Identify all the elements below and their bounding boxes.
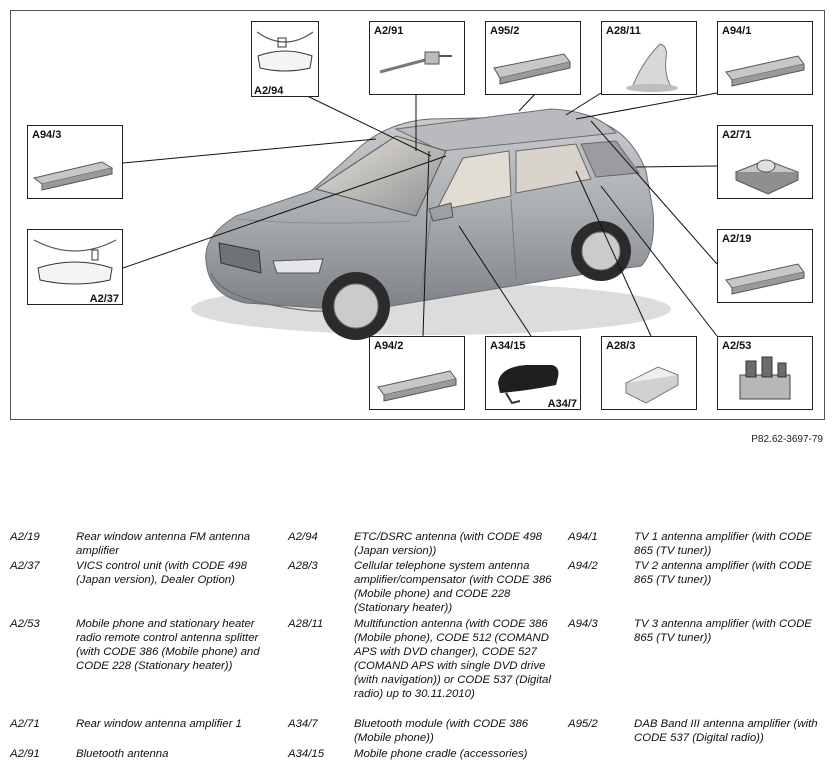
legend-code: A28/11 [288,618,324,630]
legend-text: Rear window antenna amplifier 1 [76,718,242,730]
headlight [273,259,323,273]
callout-a94-3 [27,125,123,199]
amplifier-module-icon [718,230,812,302]
callout-a2-19 [717,229,813,303]
callout-a94-2 [369,336,465,410]
callout-a2-37 [27,229,123,305]
legend-code: A34/15 [288,748,325,760]
callout-label: A2/91 [374,25,404,37]
legend-code: A34/7 [288,718,318,730]
callout-a28-11 [601,21,697,95]
callout-label: A34/15 [490,340,526,352]
callout-label: A95/2 [490,25,520,37]
legend-code: A2/19 [10,531,40,543]
legend-text: Rear window antenna FM antenna amplifier [76,531,251,557]
legend-code: A2/37 [10,560,40,572]
legend-text: ETC/DSRC antenna (with CODE 498 (Japan version)) [354,531,543,557]
amplifier-module-icon [486,22,580,94]
legend-text: Bluetooth antenna [76,748,169,760]
legend-text: Cellular telephone system antenna amplifier/compensator (with CODE 386 (Mobile phone) and CODE 228 (Stationary heater)) [354,560,552,614]
legend-code: A94/3 [568,618,598,630]
callout-label: A28/11 [606,25,641,37]
legend-code: A94/2 [568,560,598,572]
legend-text: Multifunction antenna (with CODE 386 (Mobile phone), CODE 512 (COMAND APS with DVD changer), CODE 527 (COMAND APS with single DVD drive (with navigation)) or CODE 537 (Digital radio) up to 30.11.2010) [354,618,551,700]
callout-a95-2 [485,21,581,95]
legend-code: A94/1 [568,531,598,543]
antenna-location-diagram [10,10,825,420]
legend-text: TV 1 antenna amplifier (with CODE 865 (TV tuner)) [634,531,812,557]
callout-label: A28/3 [606,340,636,352]
legend-text: TV 2 antenna amplifier (with CODE 865 (TV tuner)) [634,560,812,586]
callout-a2-94 [251,21,319,97]
legend-text: DAB Band III antenna amplifier (with CODE 537 (Digital radio)) [634,718,818,744]
legend-text: TV 3 antenna amplifier (with CODE 865 (TV tuner)) [634,618,812,644]
legend-code: A28/3 [288,560,318,572]
legend-code: A2/53 [10,618,40,630]
callout-label: A2/94 [254,85,284,97]
rear-view-mirror-icon [252,22,318,82]
callout-a28-3 [601,336,697,410]
callout-a2-53 [717,336,813,410]
legend-code: A2/91 [10,748,40,760]
callout-label: A2/53 [722,340,752,352]
callout-label: A34/7 [547,398,577,410]
callout-a2-91 [369,21,465,95]
legend-text: Bluetooth module (with CODE 386 (Mobile phone)) [354,718,529,744]
amplifier-module-icon [718,22,812,94]
amplifier-box-icon [602,337,696,409]
legend-text: VICS control unit (with CODE 498 (Japan version), Dealer Option) [76,560,247,586]
amplifier-module-icon [28,126,122,198]
legend-code: A2/71 [10,718,40,730]
callout-label: A2/37 [89,293,119,305]
callout-a94-1 [717,21,813,95]
amplifier-module-icon [370,337,464,409]
callout-label: A94/2 [374,340,404,352]
legend-code: A2/94 [288,531,318,543]
callout-a2-71 [717,125,813,199]
fin-antenna-icon [602,22,696,94]
callout-label: A2/19 [722,233,752,245]
legend-text: Mobile phone and stationary heater radio remote control antenna splitter (with CODE 386 (Mobile phone) and CODE 228 (Stationary heater)) [76,618,260,672]
callout-label: A94/3 [32,129,62,141]
legend-text: Mobile phone cradle (accessories) [354,748,528,760]
amplifier-box-icon [718,126,812,198]
bluetooth-antenna-icon [370,22,464,94]
rear-view-mirror-icon [28,230,122,292]
figure-reference-code: P82.62-3697-79 [751,434,823,445]
callout-a34-15 [485,336,581,410]
callout-label: A2/71 [722,129,752,141]
callout-label: A94/1 [722,25,752,37]
antenna-splitter-icon [718,337,812,409]
legend-code: A95/2 [568,718,598,730]
